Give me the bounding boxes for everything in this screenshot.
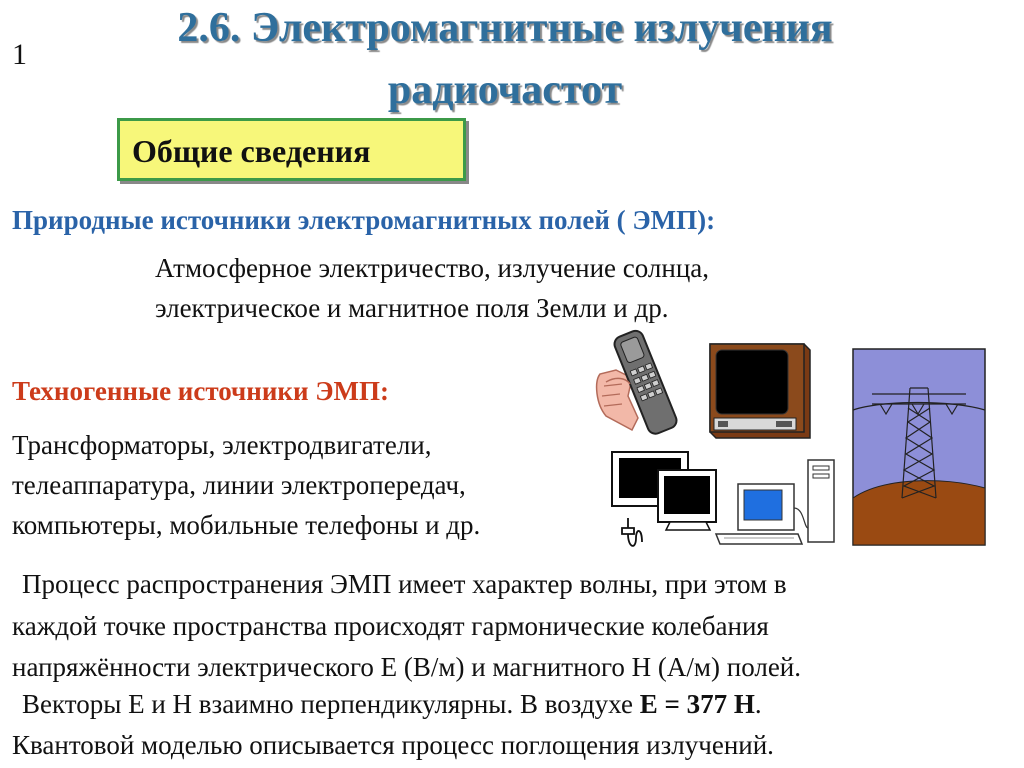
section-subtitle-box: [117, 118, 466, 181]
desktop-computer-icon: [714, 458, 838, 548]
natural-sources-heading: Природные источники электромагнитных полей ( ЭМП):: [12, 205, 716, 235]
technogenic-line: Трансформаторы, электродвигатели,: [12, 430, 432, 460]
natural-line: Атмосферное электричество, излучение солнца,: [155, 253, 710, 283]
mobile-phone-icon: [592, 326, 682, 444]
paragraph-line: каждой точке пространства происходят гармонические колебания: [12, 611, 769, 641]
paragraph-text: .: [754, 689, 762, 719]
page-number: 1: [12, 38, 27, 71]
computer-monitors-icon: [610, 448, 720, 552]
paragraph-line: Квантовой моделью описывается процесс поглощения излучений.: [12, 730, 774, 760]
page-title: 2.6. Электромагнитные излучения: [177, 5, 833, 51]
natural-line: электрическое и магнитное поля Земли и др.: [155, 293, 669, 323]
technogenic-sources-heading: Техногенные источники ЭМП:: [12, 376, 390, 406]
paragraph-line: напряжённости электрического E (В/м) и магнитного H (А/м) полей.: [12, 652, 801, 682]
formula: E = 377 H: [639, 689, 755, 719]
natural-sources-text: [155, 248, 709, 328]
technogenic-line: телеаппаратура, линии электропередач,: [12, 470, 466, 500]
technogenic-line: компьютеры, мобильные телефоны и др.: [12, 510, 481, 540]
paragraph-line-formula: [22, 683, 762, 725]
page-title-line2: радиочастот: [387, 67, 623, 113]
paragraph-text: Векторы E и H взаимно перпендикулярны. В воздухе: [22, 689, 640, 719]
paragraph-line: Процесс распространения ЭМП имеет характер волны, при этом в: [22, 569, 787, 599]
tv-icon: [706, 340, 812, 442]
power-line-tower-icon: [852, 348, 986, 546]
section-subtitle: Общие сведения: [132, 133, 371, 169]
technogenic-sources-text: [12, 425, 480, 545]
